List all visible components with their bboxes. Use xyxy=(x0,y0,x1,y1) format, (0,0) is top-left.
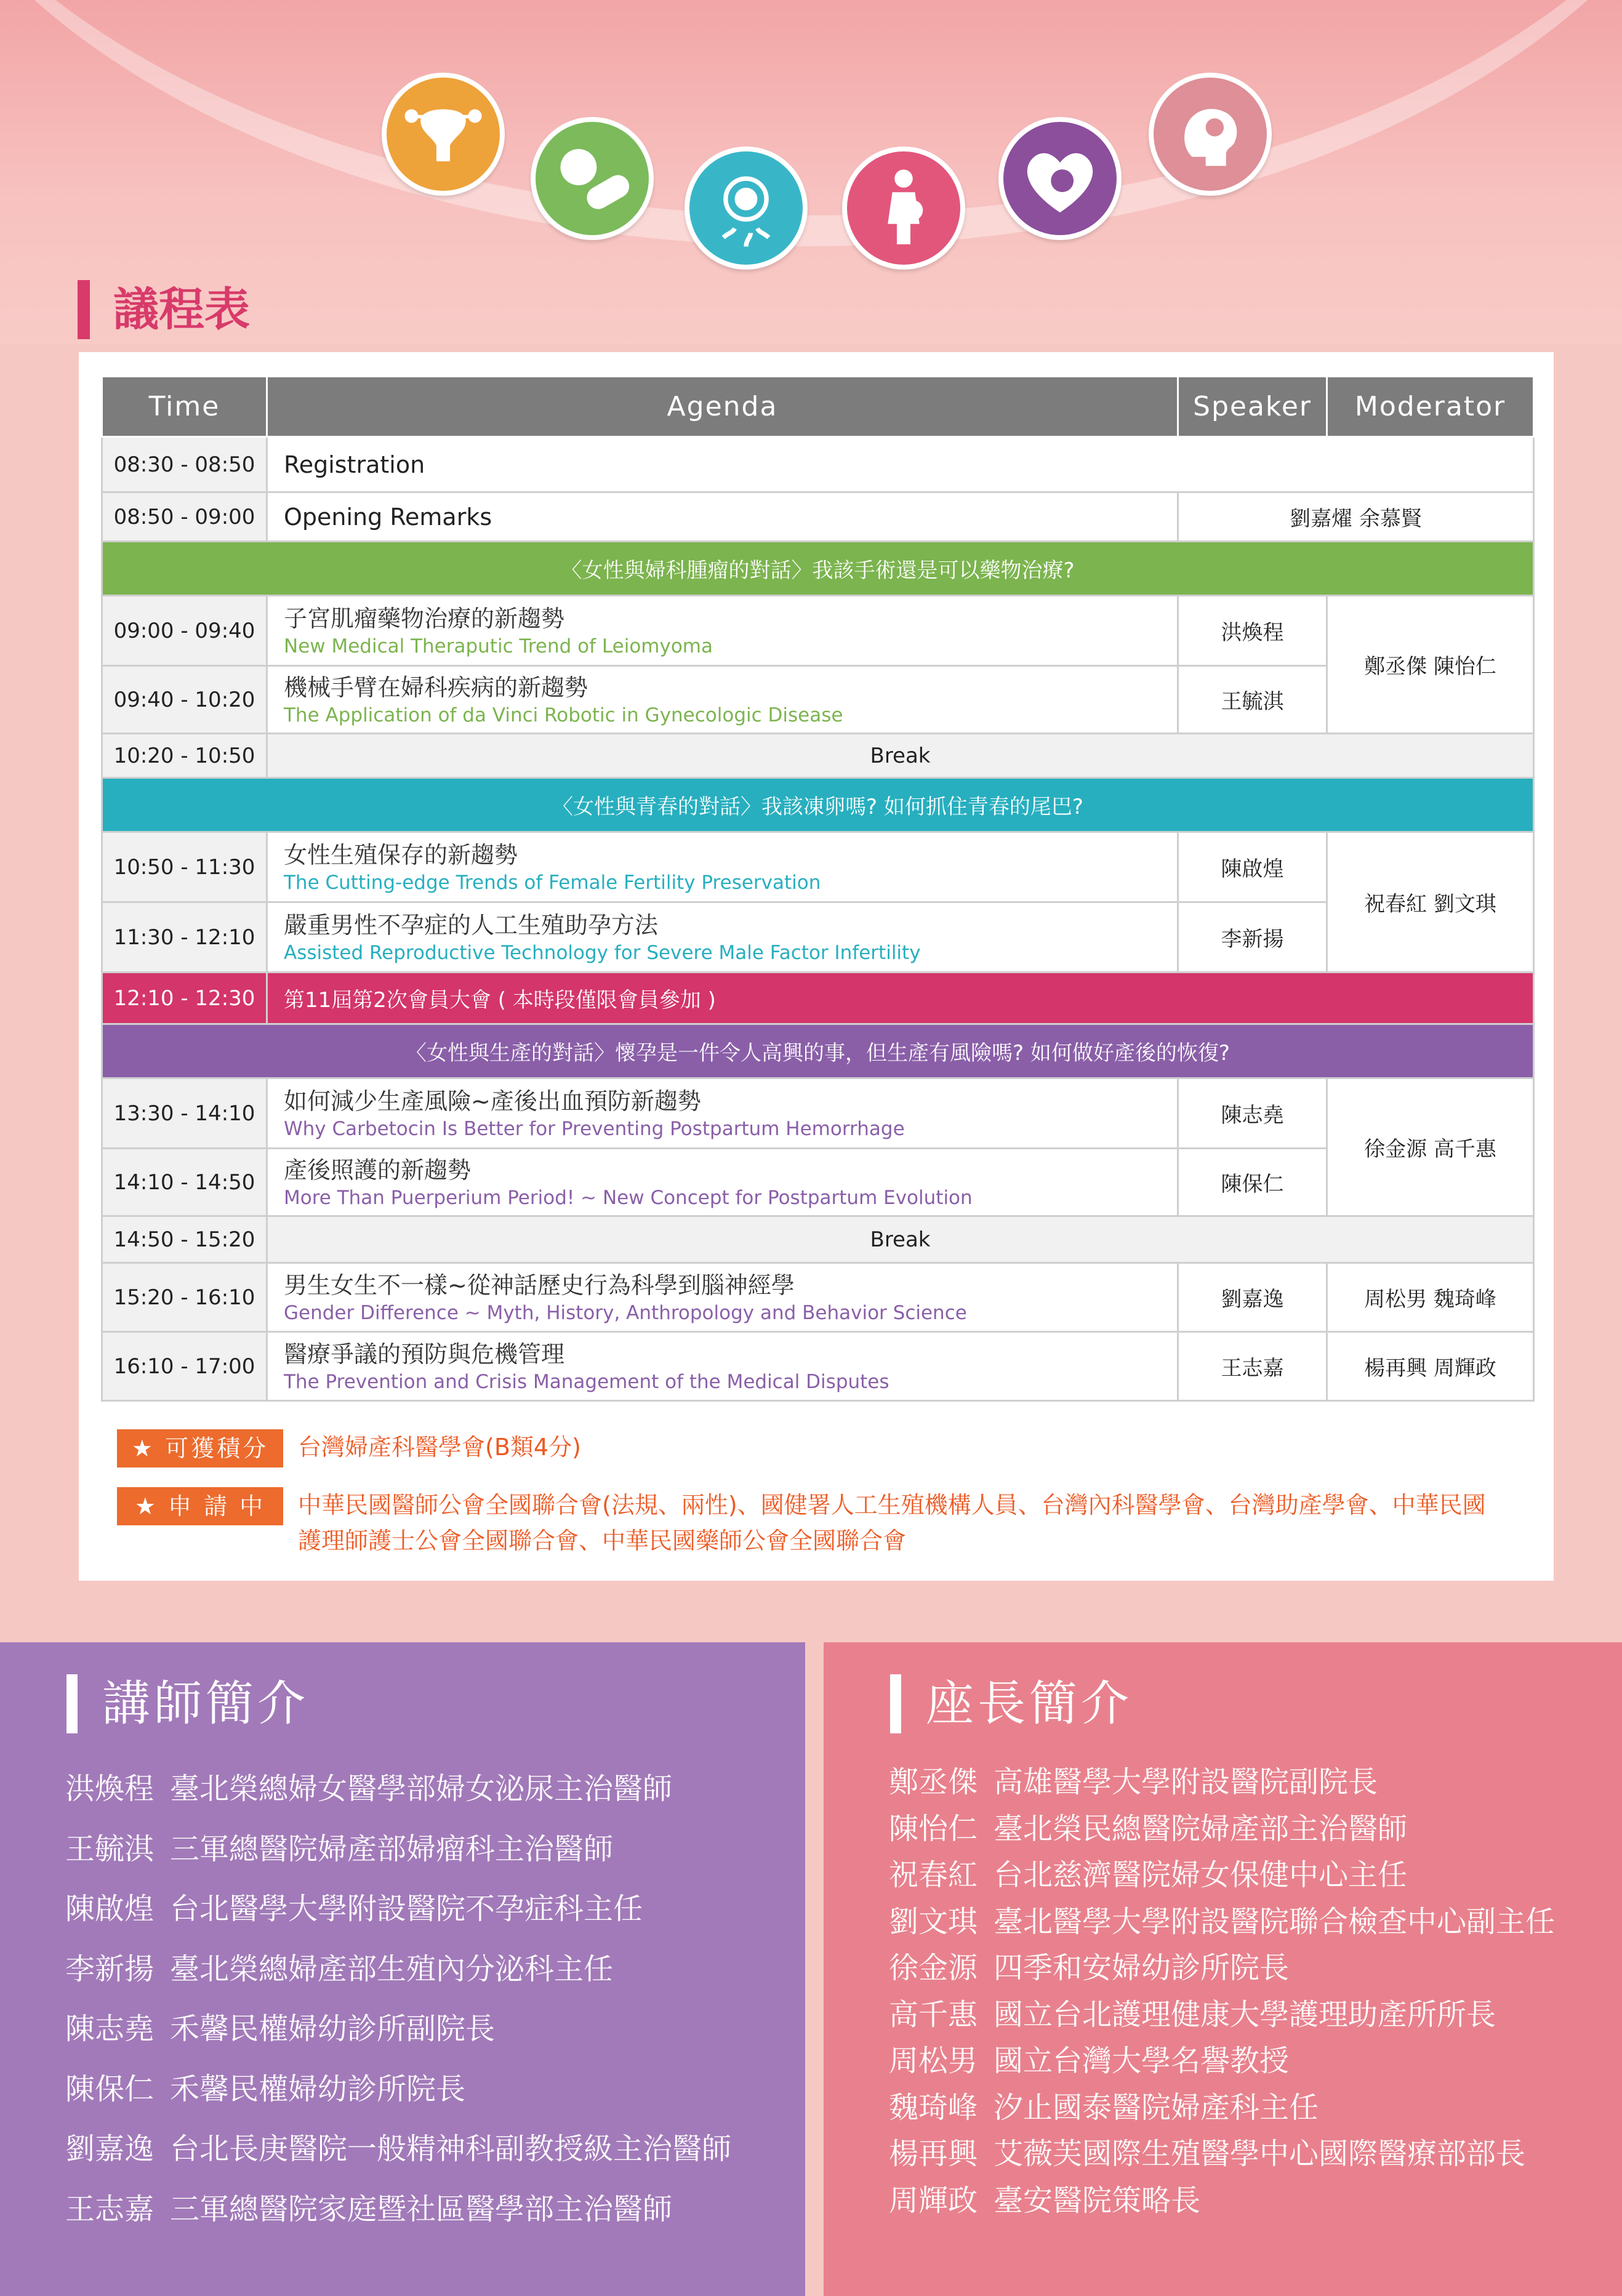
agenda-header: Agenda xyxy=(267,377,1178,437)
list-item xyxy=(889,2038,1555,2085)
credits-tag: ★ 可獲積分 xyxy=(117,1429,283,1467)
list-item xyxy=(65,1820,731,1880)
bio-desc: 國立台灣大學名譽教授 xyxy=(994,2044,1290,2078)
time-cell: 10:50 - 11:30 xyxy=(102,832,267,902)
bio-desc: 台北慈濟醫院婦女保健中心主任 xyxy=(994,1858,1408,1892)
speaker-cell: 王志嘉 xyxy=(1178,1332,1327,1401)
bio-desc: 三軍總醫院家庭暨社區醫學部主治醫師 xyxy=(170,2191,673,2226)
bio-name: 王志嘉 xyxy=(65,2191,155,2226)
bio-name: 劉嘉逸 xyxy=(65,2132,155,2166)
list-item xyxy=(65,1759,731,1820)
list-item xyxy=(65,1999,731,2060)
bio-name: 陳啟煌 xyxy=(65,1892,155,1926)
list-item xyxy=(889,1992,1555,2039)
table-header-row xyxy=(102,377,1534,437)
egg-sperm-icon xyxy=(685,147,808,270)
agenda-cell xyxy=(267,666,1178,734)
bio-name: 鄭丞傑 xyxy=(889,1765,978,1799)
uterus-icon xyxy=(382,73,505,196)
agenda-cell xyxy=(267,437,1534,492)
time-cell: 11:30 - 12:10 xyxy=(102,902,267,973)
list-item xyxy=(889,2131,1555,2178)
table-row xyxy=(102,902,1534,973)
decorative-swoosh xyxy=(0,0,1622,246)
agenda-cell xyxy=(267,596,1178,666)
time-cell: 09:40 - 10:20 xyxy=(102,666,267,734)
applying-text: 中華民國醫師公會全國聯合會(法規、兩性)、國健署人工生殖機構人員、台灣內科醫學會、台灣助產學會、中華民國護理師護士公會全國聯合會、中華民國藥師公會全國聯合會 xyxy=(298,1491,1486,1554)
agenda-cell xyxy=(267,492,1178,542)
time-cell: 14:50 - 15:20 xyxy=(102,1216,267,1263)
table-row xyxy=(102,1078,1534,1149)
bio-name: 周輝政 xyxy=(889,2183,978,2218)
talk-title-zh: 男生女生不一樣~從神話歷史行為科學到腦神經學 xyxy=(284,1271,795,1299)
bio-name: 劉文琪 xyxy=(889,1904,978,1939)
bio-name: 陳保仁 xyxy=(65,2071,155,2106)
bio-name: 祝春紅 xyxy=(889,1858,978,1892)
bio-name: 高千惠 xyxy=(889,1997,978,2032)
heart-baby-icon xyxy=(998,117,1122,240)
talk-title-zh: 如何減少生產風險~產後出血預防新趨勢 xyxy=(284,1087,701,1115)
applying-note xyxy=(117,1487,1504,1559)
talk-title-zh: 嚴重男性不孕症的人工生殖助孕方法 xyxy=(284,911,659,939)
table-row xyxy=(102,1149,1534,1216)
moderator-bio-list xyxy=(889,1759,1555,2224)
member-meeting-row xyxy=(102,973,1534,1024)
speaker-cell: 陳志堯 xyxy=(1178,1078,1327,1149)
pregnant-woman-icon xyxy=(842,147,965,270)
bio-desc: 四季和安婦幼診所院長 xyxy=(994,1951,1290,1985)
table-row xyxy=(102,1332,1534,1401)
opening-people: 劉嘉燿 余慕賢 xyxy=(1178,492,1534,542)
bio-name: 魏琦峰 xyxy=(889,2090,978,2125)
talk-title-en: Why Carbetocin Is Better for Preventing Postpartum Hemorrhage xyxy=(284,1117,905,1140)
bio-desc: 禾馨民權婦幼診所副院長 xyxy=(170,2012,496,2046)
list-item xyxy=(65,2060,731,2120)
talk-title-zh: 女性生殖保存的新趨勢 xyxy=(284,841,518,869)
head-brain-icon xyxy=(1149,73,1272,196)
moderator-header: Moderator xyxy=(1327,377,1534,437)
agenda-table xyxy=(101,375,1535,1402)
list-item xyxy=(889,2178,1555,2225)
bio-name: 徐金源 xyxy=(889,1951,978,1985)
section-row-youth xyxy=(102,778,1534,832)
list-item xyxy=(65,2180,731,2240)
bio-name: 周松男 xyxy=(889,2044,978,2078)
table-row xyxy=(102,492,1534,542)
pill-capsule-icon xyxy=(531,117,654,240)
speaker-cell: 王毓淇 xyxy=(1178,666,1327,734)
list-item xyxy=(65,2119,731,2180)
bio-desc: 三軍總醫院婦產部婦瘤科主治醫師 xyxy=(170,1831,614,1866)
list-item xyxy=(65,1940,731,2000)
registration-label: Registration xyxy=(284,451,425,478)
credits-note xyxy=(117,1429,1504,1467)
section-title: 〈女性與生產的對話〉懷孕是一件令人高興的事，但生產有風險嗎? 如何做好產後的恢復? xyxy=(102,1024,1534,1078)
section-row-gynecologic-tumor xyxy=(102,542,1534,596)
time-cell: 14:10 - 14:50 xyxy=(102,1149,267,1216)
talk-title-en: More Than Puerperium Period! ~ New Concept for Postpartum Evolution xyxy=(284,1186,973,1209)
list-item xyxy=(889,1759,1555,1806)
time-cell: 09:00 - 09:40 xyxy=(102,596,267,666)
speaker-cell: 陳保仁 xyxy=(1178,1149,1327,1216)
time-cell: 16:10 - 17:00 xyxy=(102,1332,267,1401)
speaker-bios-panel xyxy=(0,1642,805,2296)
table-row xyxy=(102,832,1534,902)
moderator-cell: 周松男 魏琦峰 xyxy=(1327,1263,1534,1332)
talk-title-en: The Prevention and Crisis Management of the Medical Disputes xyxy=(284,1370,889,1393)
table-row xyxy=(102,666,1534,734)
speaker-bio-list xyxy=(65,1759,731,2239)
credits-text: 台灣婦產科醫學會(B類4分) xyxy=(298,1434,581,1461)
bio-name: 陳怡仁 xyxy=(889,1811,978,1846)
speaker-header: Speaker xyxy=(1178,377,1327,437)
opening-label: Opening Remarks xyxy=(284,503,492,531)
bio-name: 王毓淇 xyxy=(65,1831,155,1866)
bio-desc: 禾馨民權婦幼診所院長 xyxy=(170,2071,466,2106)
bio-desc: 艾薇芙國際生殖醫學中心國際醫療部部長 xyxy=(994,2137,1526,2171)
break-label: Break xyxy=(267,734,1534,778)
bio-name: 陳志堯 xyxy=(65,2012,155,2046)
speaker-cell: 陳啟煌 xyxy=(1178,832,1327,902)
speaker-cell: 劉嘉逸 xyxy=(1178,1263,1327,1332)
applying-tag: ★ 申 請 中 xyxy=(117,1487,283,1525)
agenda-cell xyxy=(267,1078,1178,1149)
agenda-cell xyxy=(267,1149,1178,1216)
time-cell: 13:30 - 14:10 xyxy=(102,1078,267,1149)
agenda-title: 議程表 xyxy=(78,280,250,339)
talk-title-en: Gender Difference ~ Myth, History, Anthropology and Behavior Science xyxy=(284,1301,967,1324)
speaker-cell: 洪煥程 xyxy=(1178,596,1327,666)
moderator-cell: 鄭丞傑 陳怡仁 xyxy=(1327,596,1534,734)
bio-desc: 台北長庚醫院一般精神科副教授級主治醫師 xyxy=(170,2132,732,2166)
time-cell: 12:10 - 12:30 xyxy=(102,973,267,1024)
bio-desc: 臺北榮總婦女醫學部婦女泌尿主治醫師 xyxy=(170,1772,673,1806)
time-header: Time xyxy=(102,377,267,437)
talk-title-en: The Application of da Vinci Robotic in Gynecologic Disease xyxy=(284,704,843,726)
talk-title-en: New Medical Theraputic Trend of Leiomyoma xyxy=(284,635,713,657)
list-item xyxy=(889,2085,1555,2132)
list-item xyxy=(65,1879,731,1940)
talk-title-zh: 子宮肌瘤藥物治療的新趨勢 xyxy=(284,604,565,632)
list-item xyxy=(889,1945,1555,1992)
bio-desc: 汐止國泰醫院婦產科主任 xyxy=(994,2090,1319,2125)
talk-title-zh: 醫療爭議的預防與危機管理 xyxy=(284,1340,565,1368)
section-row-childbirth xyxy=(102,1024,1534,1078)
bio-desc: 臺北醫學大學附設醫院聯合檢查中心副主任 xyxy=(994,1904,1556,1939)
time-cell: 08:50 - 09:00 xyxy=(102,492,267,542)
list-item xyxy=(889,1899,1555,1946)
section-title: 〈女性與婦科腫瘤的對話〉我該手術還是可以藥物治療? xyxy=(102,542,1534,596)
time-cell: 08:30 - 08:50 xyxy=(102,437,267,492)
list-item xyxy=(889,1806,1555,1853)
time-cell: 15:20 - 16:10 xyxy=(102,1263,267,1332)
list-item xyxy=(889,1852,1555,1899)
bio-desc: 高雄醫學大學附設醫院副院長 xyxy=(994,1765,1378,1799)
talk-title-zh: 機械手臂在婦科疾病的新趨勢 xyxy=(284,673,588,701)
bio-name: 洪煥程 xyxy=(65,1772,155,1806)
bio-name: 李新揚 xyxy=(65,1951,155,1986)
moderator-bios-panel xyxy=(824,1642,1622,2296)
moderator-bios-title: 座長簡介 xyxy=(890,1674,1133,1733)
table-row xyxy=(102,596,1534,666)
agenda-cell xyxy=(267,1263,1178,1332)
speaker-bios-title: 講師簡介 xyxy=(66,1674,309,1733)
bio-desc: 臺安醫院策略長 xyxy=(994,2183,1201,2218)
agenda-panel xyxy=(79,352,1554,1581)
moderator-cell: 徐金源 高千惠 xyxy=(1327,1078,1534,1216)
agenda-cell xyxy=(267,1332,1178,1401)
break-row xyxy=(102,734,1534,778)
section-title: 〈女性與青春的對話〉我該凍卵嗎? 如何抓住青春的尾巴? xyxy=(102,778,1534,832)
moderator-cell: 楊再興 周輝政 xyxy=(1327,1332,1534,1401)
moderator-cell: 祝春紅 劉文琪 xyxy=(1327,832,1534,973)
break-label: Break xyxy=(267,1216,1534,1263)
break-row xyxy=(102,1216,1534,1263)
bio-desc: 國立台北護理健康大學護理助產所所長 xyxy=(994,1997,1496,2032)
bio-desc: 臺北榮民總醫院婦產部主治醫師 xyxy=(994,1811,1408,1846)
speaker-cell: 李新揚 xyxy=(1178,902,1327,973)
talk-title-en: The Cutting-edge Trends of Female Fertility Preservation xyxy=(284,871,821,894)
bio-desc: 台北醫學大學附設醫院不孕症科主任 xyxy=(170,1892,643,1926)
agenda-cell xyxy=(267,902,1178,973)
talk-title-zh: 產後照護的新趨勢 xyxy=(284,1156,472,1184)
talk-title-en: Assisted Reproductive Technology for Severe Male Factor Infertility xyxy=(284,941,921,964)
bio-desc: 臺北榮總婦產部生殖內分泌科主任 xyxy=(170,1951,614,1986)
time-cell: 10:20 - 10:50 xyxy=(102,734,267,778)
bio-name: 楊再興 xyxy=(889,2137,978,2171)
agenda-cell xyxy=(267,832,1178,902)
table-row xyxy=(102,437,1534,492)
table-row xyxy=(102,1263,1534,1332)
meeting-label: 第11屆第2次會員大會 ( 本時段僅限會員參加 ) xyxy=(267,973,1534,1024)
